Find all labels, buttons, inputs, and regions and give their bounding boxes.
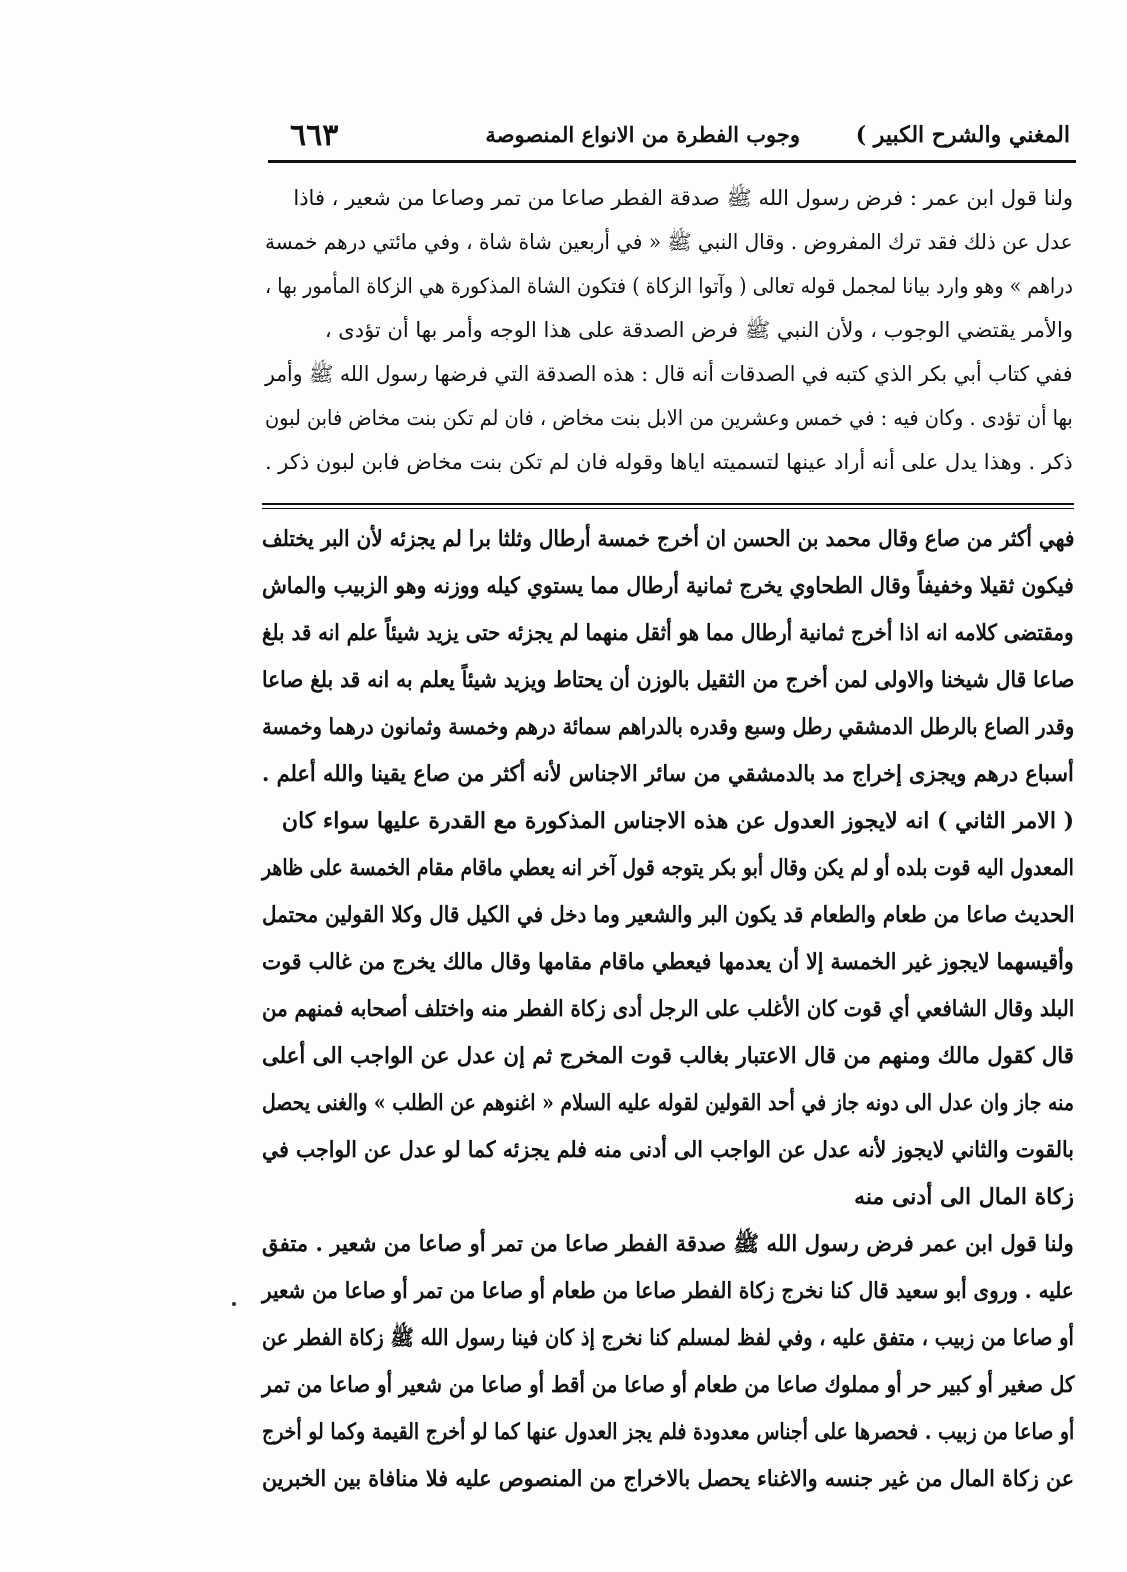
main-line-12: قال كقول مالك ومنهم من قال الاعتبار بغالب قوت المخرج ثم إن عدل عن الواجب الى أعلى <box>262 1043 1074 1069</box>
page-header <box>270 118 1070 158</box>
main-line-11: البلد وقال الشافعي أي قوت كان الأغلب على الرجل أدى زكاة الفطر منه واختلف أصحابه فمنهم من <box>261 996 1074 1022</box>
top-line-3: دراهم » وهو وارد بيانا لمجمل قوله تعالى ( وآتوا الزكاة ) فتكون الشاة المذكورة هي الزكاة المأمور بها ، <box>265 274 1073 298</box>
section-separator <box>262 503 1074 505</box>
main-line-7: ( الامر الثاني ) انه لايجوز العدول عن هذه الاجناس المذكورة مع القدرة عليها سواء كان <box>281 808 1074 834</box>
main-line-21: عن زكاة المال من غير جنسه والاغناء يحصل بالاخراج من المنصوص عليه فلا منافاة بين الخبرين <box>261 1466 1074 1492</box>
main-line-8: المعدول اليه قوت بلده أو لم يكن وقال أبو بكر يتوجه قول آخر انه يعطي ماقام مقام الخمسة على ظاهر <box>262 855 1074 881</box>
main-line-5: وقدر الصاع بالرطل الدمشقي رطل وسبع وقدره بالدراهم سمائة درهم وخمسة وثمانون درهما وخمسة <box>261 714 1074 740</box>
main-line-6: أسباع درهم ويجزى إخراج مد بالدمشقي من سائر الاجناس لأنه أكثر من صاع يقينا والله أعلم . <box>262 761 1074 787</box>
main-line-10: وأقيسهما لايجوز غير الخمسة إلا أن يعدمها فيعطي ماقام مقامها وقال مالك يخرج من غالب قوت <box>262 949 1074 975</box>
top-line-5: ففي كتاب أبي بكر الذي كتبه في الصدقات أنه قال : هذه الصدقة التي فرضها رسول الله ﷺ وأمر <box>265 362 1073 386</box>
book-title: المغني والشرح الكبير ) <box>855 122 1070 148</box>
commentary-top-block <box>265 180 1073 500</box>
top-line-6: بها أن تؤدى . وكان فيه : في خمس وعشرين من الابل بنت مخاض ، فان لم تكن بنت مخاض فابن لبون <box>265 406 1073 430</box>
top-line-4: والأمر يقتضي الوجوب ، ولأن النبي ﷺ فرض الصدقة على هذا الوجه وأمر بها أن تؤدى ، <box>324 318 1073 342</box>
main-line-14: بالقوت والثاني لايجوز لأنه عدل عن الواجب الى أدنى منه فلم يجزئه كما لو عدل عن الواجب في <box>262 1137 1074 1163</box>
main-line-1: فهي أكثر من صاع وقال محمد بن الحسن ان أخرج خمسة أرطال وثلثا برا لم يجزئه لأن البر يختلف <box>261 526 1074 552</box>
main-line-9: الحديث صاعا من طعام والطعام قد يكون البر والشعير وما دخل في الكيل قال وكلا القولين محتمل <box>261 902 1074 928</box>
main-text-block <box>262 520 1074 1560</box>
top-line-1: ولنا قول ابن عمر : فرض رسول الله ﷺ صدقة الفطر صاعا من تمر وصاعا من شعير ، فاذا <box>293 186 1073 210</box>
main-line-13: منه جاز وان عدل الى دونه جاز في أحد القولين لقوله عليه السلام « اغنوهم عن الطلب » والغنى يحصل <box>261 1090 1074 1116</box>
page-number: ٦٦٣ <box>290 118 339 153</box>
section-title: وجوب الفطرة من الانواع المنصوصة <box>485 122 800 147</box>
main-line-2: فيكون ثقيلا وخفيفاً وقال الطحاوي يخرج ثمانية أرطال مما يستوي كيله ووزنه وهو الزبيب والماش <box>262 573 1074 599</box>
top-line-7: ذكر . وهذا يدل على أنه أراد عينها لتسميته اياها وقوله فان لم تكن بنت مخاض فابن لبون ذكر . <box>265 450 1073 474</box>
section-separator-thin <box>262 508 1074 509</box>
main-line-17: عليه . وروى أبو سعيد قال كنا نخرج زكاة الفطر صاعا من طعام أو صاعا من تمر أو صاعا من شعير <box>262 1278 1074 1304</box>
main-line-18: أو صاعا من زبيب ، متفق عليه ، وفي لفظ لمسلم كنا نخرج إذ كان فينا رسول الله ﷺ زكاة الفطر عن <box>262 1325 1074 1351</box>
main-line-3: ومقتضى كلامه انه اذا أخرج ثمانية أرطال مما هو أثقل منهما لم يجزئه حتى يزيد شيئاً علم انه قد بلغ <box>262 620 1074 646</box>
main-line-15: زكاة المال الى أدنى منه <box>854 1184 1074 1210</box>
main-line-19: كل صغير أو كبير حر أو مملوك صاعا من طعام أو صاعا من أقط أو صاعا من شعير أو صاعا من تمر <box>261 1372 1074 1398</box>
ink-speck <box>232 1302 236 1306</box>
main-line-16: ولنا قول ابن عمر فرض رسول الله ﷺ صدقة الفطر صاعا من تمر أو صاعا من شعير . متفق <box>262 1231 1074 1257</box>
top-line-2: عدل عن ذلك فقد ترك المفروض . وقال النبي ﷺ « في أربعين شاة شاة ، وفي مائتي درهم خمسة <box>265 230 1073 254</box>
main-line-20: أو صاعا من زبيب . فحصرها على أجناس معدودة فلم يجز العدول عنها كما لو أخرج القيمة وكما لو أخرج <box>261 1419 1074 1445</box>
main-line-4: صاعا قال شيخنا والاولى لمن أخرج من الثقيل بالوزن أن يحتاط ويزيد شيئاً يعلم به انه قد بلغ صاعا <box>261 667 1074 693</box>
header-rule <box>268 160 1076 163</box>
